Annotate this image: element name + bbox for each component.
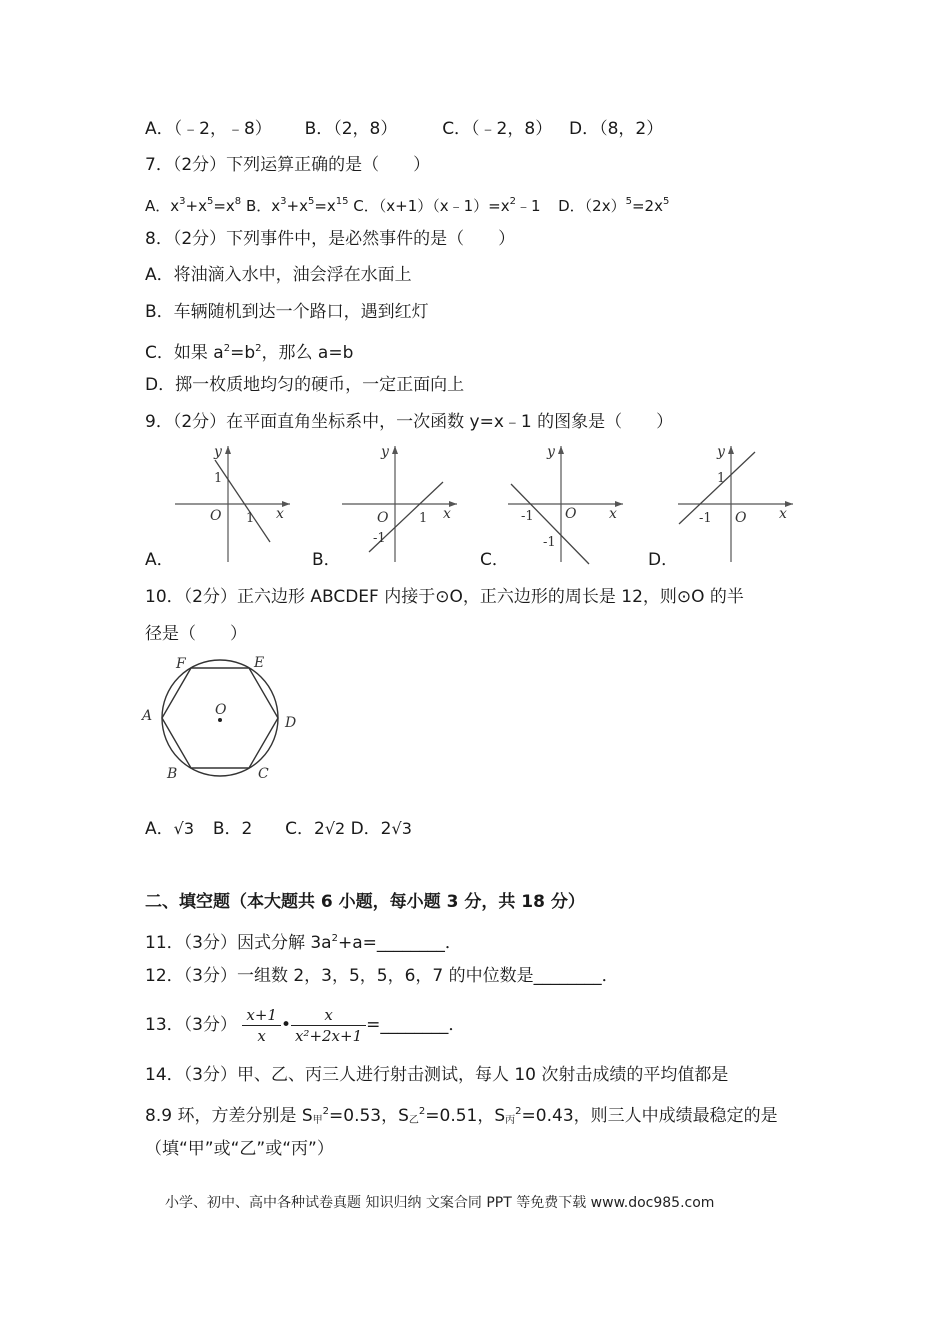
y-intercept-label: 1: [214, 471, 223, 486]
x-intercept-label: 1: [246, 511, 255, 526]
q9-label-c: C．: [480, 550, 509, 570]
q6-options: [145, 117, 663, 141]
q14-line2: 8.9 环，方差分别是 $S_甲^2=0.53$，$S_乙^2=0.51$，$S_丙^2=0.43$，则三人中成绩最稳定的是: [145, 1106, 778, 1126]
q9-label-a: A．: [145, 550, 174, 570]
q10-option-d: D．2√3: [350, 819, 412, 839]
q14-line1: 14．（3分）甲、乙、丙三人进行射击测试，每人 10 次射击成绩的平均值都是: [145, 1065, 729, 1085]
q9-graph-c: [503, 442, 628, 567]
q8-option-a: A．将油滴入水中，油会浮在水面上: [145, 265, 412, 285]
vertex-d-label: D: [285, 715, 297, 731]
q6-option-c: C．（﹣2，8）: [442, 119, 553, 139]
q7-option-d: D．$(2x)^5=2x^5$: [558, 196, 670, 215]
vertex-a-label: A: [142, 708, 153, 724]
q13-fraction-1: $\frac{x+1}{x}$: [242, 1005, 281, 1046]
x-intercept-label: 1: [419, 511, 428, 526]
axis-y-label: y: [547, 444, 555, 460]
q13-fraction-2: $\frac{x}{\text{x²+2x+1}}$: [291, 1005, 366, 1046]
q7-stem: 7．（2分）下列运算正确的是（ ）: [145, 155, 431, 175]
q7-options: [145, 190, 669, 218]
axis-x-label: x: [609, 506, 617, 522]
q8-option-b: B．车辆随机到达一个路口，遇到红灯: [145, 302, 429, 322]
q9-graph-a: [170, 442, 295, 567]
vertex-f-label: F: [176, 656, 186, 672]
q10-option-b: B．2: [212, 819, 253, 839]
q10-option-a: A．√3: [145, 819, 195, 839]
origin-label: O: [735, 510, 747, 526]
axis-y-label: y: [381, 444, 389, 460]
q9-stem: 9．（2分）在平面直角坐标系中，一次函数 y=x﹣1 的图象是（ ）: [145, 412, 674, 432]
q6-option-d: D．（8，2）: [569, 119, 664, 139]
section2-heading: 二、填空题（本大题共 6 小题，每小题 3 分，共 18 分）: [145, 892, 585, 912]
origin-label: O: [565, 506, 577, 522]
q7-option-c: C．$(x+1)(x﹣1)=x^2﹣1$: [353, 196, 541, 215]
axis-y-label: y: [717, 444, 725, 460]
y-intercept-label: -1: [543, 535, 556, 550]
q9-label-d: D．: [648, 550, 679, 570]
q12: 12．（3分）一组数 2，3，5，5，6，7 的中位数是________．: [145, 966, 619, 986]
q11: 11．（3分）因式分解 $3a^2+a=\_\_\_\_\_\_\_\_$．: [145, 933, 462, 953]
q10-stem-line1: 10．（2分）正六边形 ABCDEF 内接于⊙O，正六边形的周长是 12，则⊙O 的半: [145, 587, 744, 607]
origin-label: O: [210, 508, 222, 524]
q9-graph-b: [337, 442, 462, 567]
q8-option-c: C．如果 $a^2=b^2$，那么 a=b: [145, 343, 354, 363]
q10-option-c: C．2√2: [285, 819, 346, 839]
q14-line3: （填“甲”或“乙”或“丙”）: [145, 1139, 334, 1159]
x-intercept-label: -1: [699, 511, 712, 526]
vertex-e-label: E: [254, 655, 265, 671]
page-footer: 小学、初中、高中各种试卷真题 知识归纳 文案合同 PPT 等免费下载 www.doc985.com: [165, 1195, 715, 1211]
y-intercept-label: 1: [717, 471, 726, 486]
center-o-label: O: [215, 702, 227, 718]
axis-x-label: x: [443, 506, 451, 522]
vertex-c-label: C: [258, 766, 269, 782]
vertex-b-label: B: [167, 766, 178, 782]
x-intercept-label: -1: [521, 509, 534, 524]
axis-x-label: x: [276, 506, 284, 522]
q6-option-a: A．（﹣2，﹣8）: [145, 119, 272, 139]
q10-stem-line2: 径是（ ）: [145, 624, 247, 644]
q8-option-d: D．掷一枚质地均匀的硬币，一定正面向上: [145, 375, 465, 395]
q7-option-a: A．$x^3+x^5=x^8$: [145, 196, 242, 215]
q8-stem: 8．（2分）下列事件中，是必然事件的是（ ）: [145, 229, 516, 249]
q10-options: [145, 817, 412, 841]
q10-hexagon-figure: [140, 652, 305, 787]
origin-label: O: [377, 510, 389, 526]
q6-option-b: B．（2，8）: [304, 119, 398, 139]
y-intercept-label: -1: [373, 531, 386, 546]
q13: 13．（3分） $\frac{x+1}{x}$ • $\frac{x}{\text{x²+2x+1}}$ =________．: [145, 1005, 466, 1045]
q9-graph-d: [673, 442, 798, 567]
axis-y-label: y: [214, 444, 222, 460]
axis-x-label: x: [779, 506, 787, 522]
q9-label-b: B．: [312, 550, 341, 570]
q7-option-b: B．$x^3+x^5=x^{15}$: [245, 196, 349, 215]
